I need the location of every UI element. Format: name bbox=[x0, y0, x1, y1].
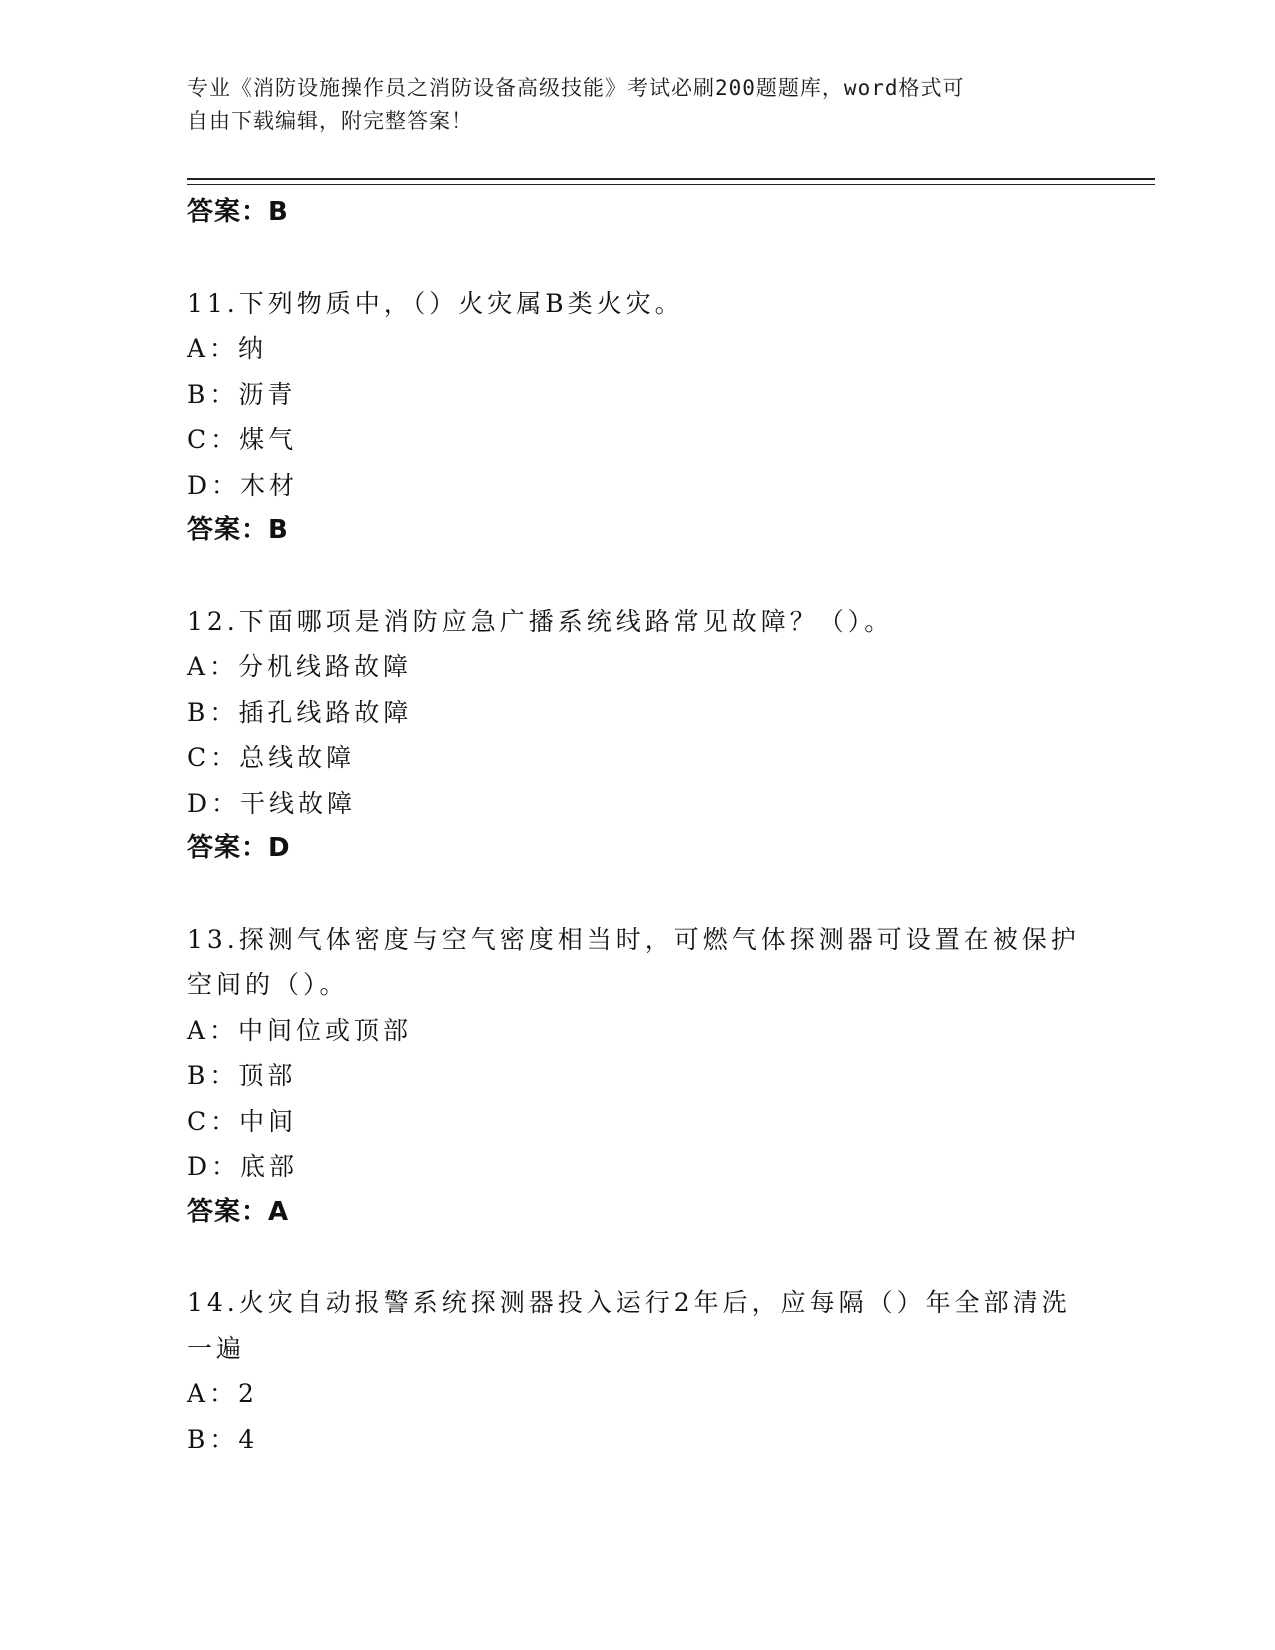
header-line-2: 自由下载编辑，附完整答案！ bbox=[187, 109, 473, 133]
answer-line: 答案：A bbox=[187, 1196, 290, 1227]
option-d: D：干线故障 bbox=[187, 788, 357, 818]
option-b: B：4 bbox=[187, 1424, 259, 1454]
question-block bbox=[187, 599, 1087, 872]
question-block bbox=[187, 1280, 1087, 1462]
answer-line: 答案：B bbox=[187, 197, 289, 227]
option-c: C：煤气 bbox=[187, 425, 298, 454]
question-stem-line-1: 13.探测气体密度与空气密度相当时，可燃气体探测器可设置在被保护 bbox=[187, 924, 1080, 954]
question-block bbox=[187, 917, 1087, 1236]
question-block bbox=[187, 281, 1087, 554]
option-a: A：纳 bbox=[187, 334, 268, 363]
option-b: B：顶部 bbox=[187, 1061, 297, 1090]
question-stem-line-2: 一遍 bbox=[187, 1333, 246, 1363]
option-b: B：沥青 bbox=[187, 379, 297, 409]
question-stem: 12.下面哪项是消防应急广播系统线路常见故障？（）。 bbox=[187, 606, 894, 636]
option-a: A：分机线路故障 bbox=[187, 652, 413, 681]
question-list bbox=[187, 190, 1087, 1462]
option-c: C：总线故障 bbox=[187, 743, 356, 772]
document-header bbox=[187, 72, 1087, 138]
option-c: C：中间 bbox=[187, 1106, 298, 1136]
question-stem: 11.下列物质中，（）火灾属B类火灾。 bbox=[187, 288, 684, 318]
header-line-1: 专业《消防设施操作员之消防设备高级技能》考试必刷200题题库，word格式可 bbox=[187, 76, 965, 100]
header-divider-thin bbox=[187, 184, 1155, 185]
header-divider-thick bbox=[187, 178, 1155, 180]
option-a: A：2 bbox=[187, 1379, 258, 1408]
question-stem-line-2: 空间的（）。 bbox=[187, 970, 349, 999]
option-b: B：插孔线路故障 bbox=[187, 697, 413, 727]
option-a: A：中间位或顶部 bbox=[187, 1015, 413, 1045]
answer-line: 答案：B bbox=[187, 515, 289, 545]
option-d: D：木材 bbox=[187, 470, 299, 500]
question-stem-line-1: 14.火灾自动报警系统探测器投入运行2年后，应每隔（）年全部清洗 bbox=[187, 1288, 1071, 1317]
option-d: D：底部 bbox=[187, 1152, 299, 1181]
answer-line: 答案：D bbox=[187, 833, 291, 863]
